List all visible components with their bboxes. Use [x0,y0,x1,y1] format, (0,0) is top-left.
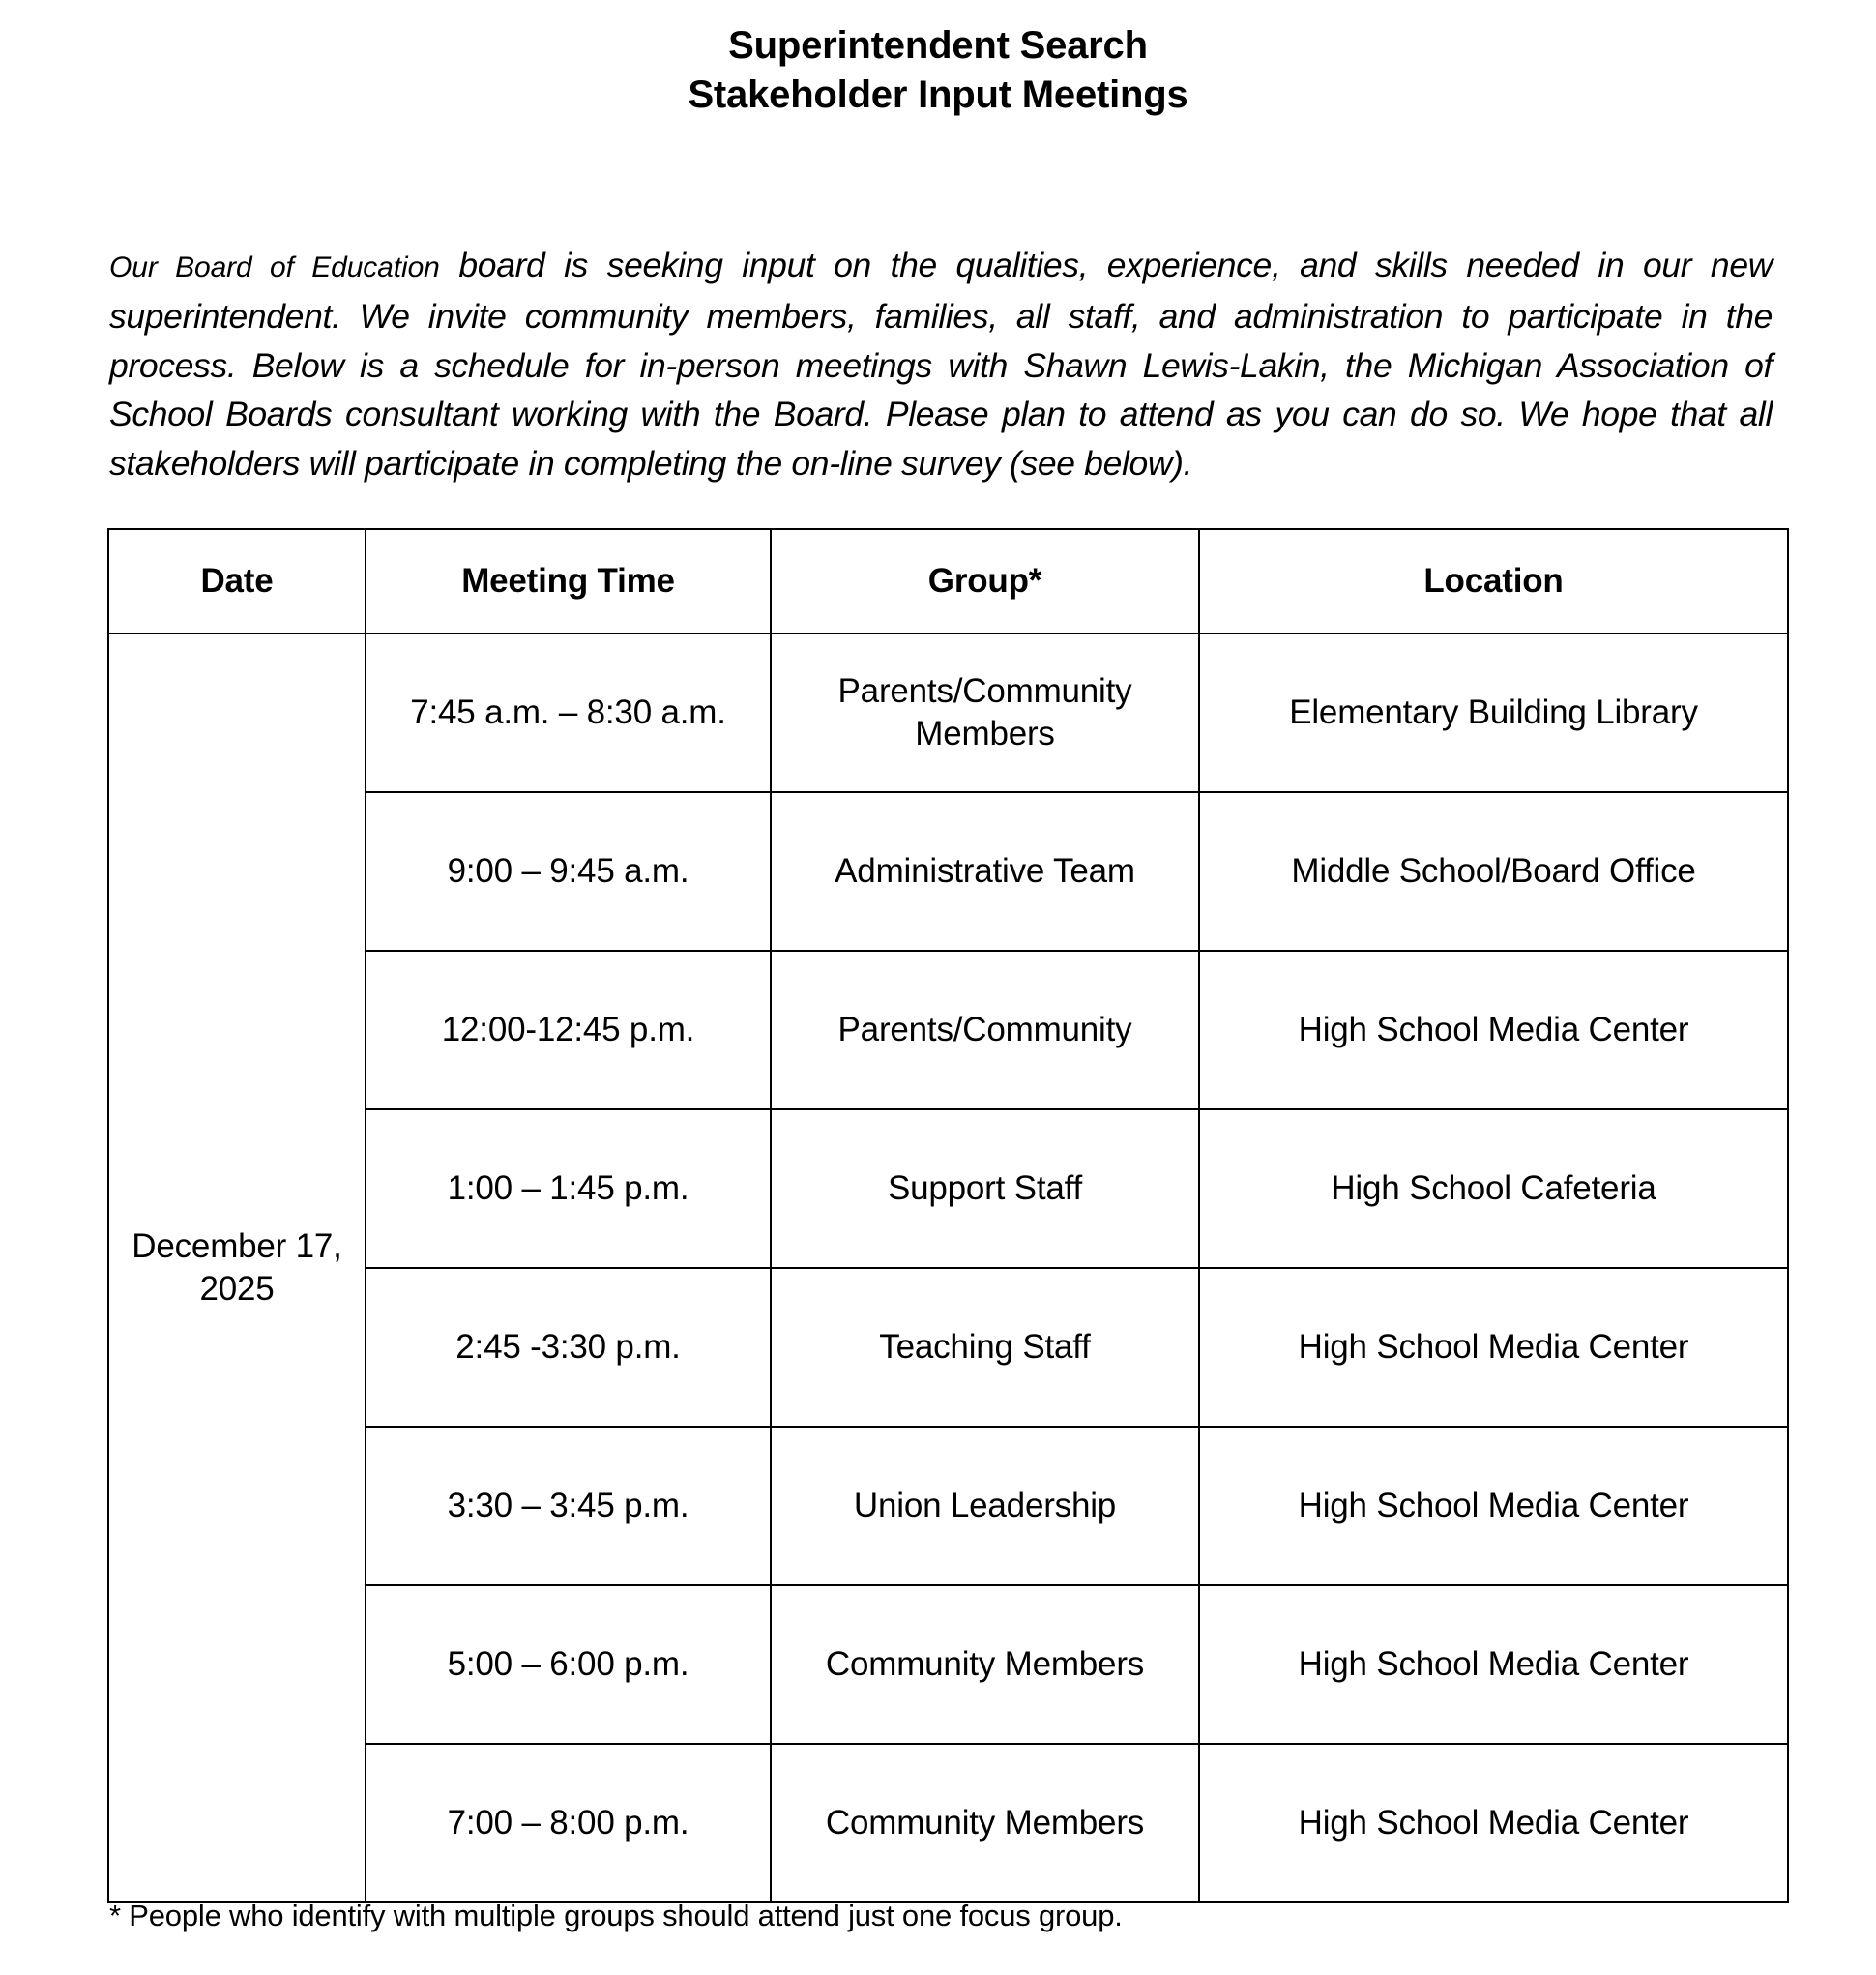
intro-lede: Our Board of Education [109,251,440,283]
table-body [108,634,1788,1902]
cell-location: Middle School/Board Office [1199,792,1788,951]
cell-group: Administrative Team [771,792,1199,951]
cell-location: High School Media Center [1199,1744,1788,1902]
cell-location: High School Media Center [1199,1427,1788,1585]
cell-location: High School Media Center [1199,1585,1788,1744]
cell-meeting-time: 1:00 – 1:45 p.m. [366,1109,771,1268]
cell-meeting-time: 5:00 – 6:00 p.m. [366,1585,771,1744]
cell-group: Union Leadership [771,1427,1199,1585]
cell-meeting-time: 3:30 – 3:45 p.m. [366,1427,771,1585]
cell-location: High School Media Center [1199,1268,1788,1427]
cell-group: Teaching Staff [771,1268,1199,1427]
cell-group: Parents/Community Members [771,634,1199,792]
cell-date: December 17, 2025 [108,634,366,1902]
schedule-table-container [107,528,1787,1903]
table-row [108,634,1788,792]
footnote: * People who identify with multiple groups should attend just one focus group. [109,1899,1123,1932]
column-header-date: Date [108,529,366,634]
cell-meeting-time: 9:00 – 9:45 a.m. [366,792,771,951]
table-header [108,529,1788,634]
schedule-table [107,528,1789,1903]
cell-group: Parents/Community [771,951,1199,1109]
cell-group: Community Members [771,1585,1199,1744]
cell-location: Elementary Building Library [1199,634,1788,792]
cell-meeting-time: 7:00 – 8:00 p.m. [366,1744,771,1902]
cell-group: Support Staff [771,1109,1199,1268]
page-title [0,0,1876,120]
cell-meeting-time: 2:45 -3:30 p.m. [366,1268,771,1427]
page-title-line-1: Superintendent Search [728,24,1148,67]
column-header-meeting-time: Meeting Time [366,529,771,634]
page-title-line-2: Stakeholder Input Meetings [688,74,1188,117]
cell-group: Community Members [771,1744,1199,1902]
intro-paragraph [109,241,1773,488]
column-header-group: Group* [771,529,1199,634]
column-header-location: Location [1199,529,1788,634]
table-header-row [108,529,1788,634]
cell-meeting-time: 7:45 a.m. – 8:30 a.m. [366,634,771,792]
cell-location: High School Media Center [1199,951,1788,1109]
cell-meeting-time: 12:00-12:45 p.m. [366,951,771,1109]
cell-location: High School Cafeteria [1199,1109,1788,1268]
intro-body: board is seeking input on the qualities, experience, and skills needed in our new superintendent. We invite community members, families, all staff, and administration to participate in the process. Below is a schedule for in-person meetings with Shawn Lewis-Lakin, the Michigan Association of School Boards consultant working with the Board. Please plan to attend as you can do so. We hope that all stakeholders will participate in completing the on-line survey (see below). [109,245,1773,483]
